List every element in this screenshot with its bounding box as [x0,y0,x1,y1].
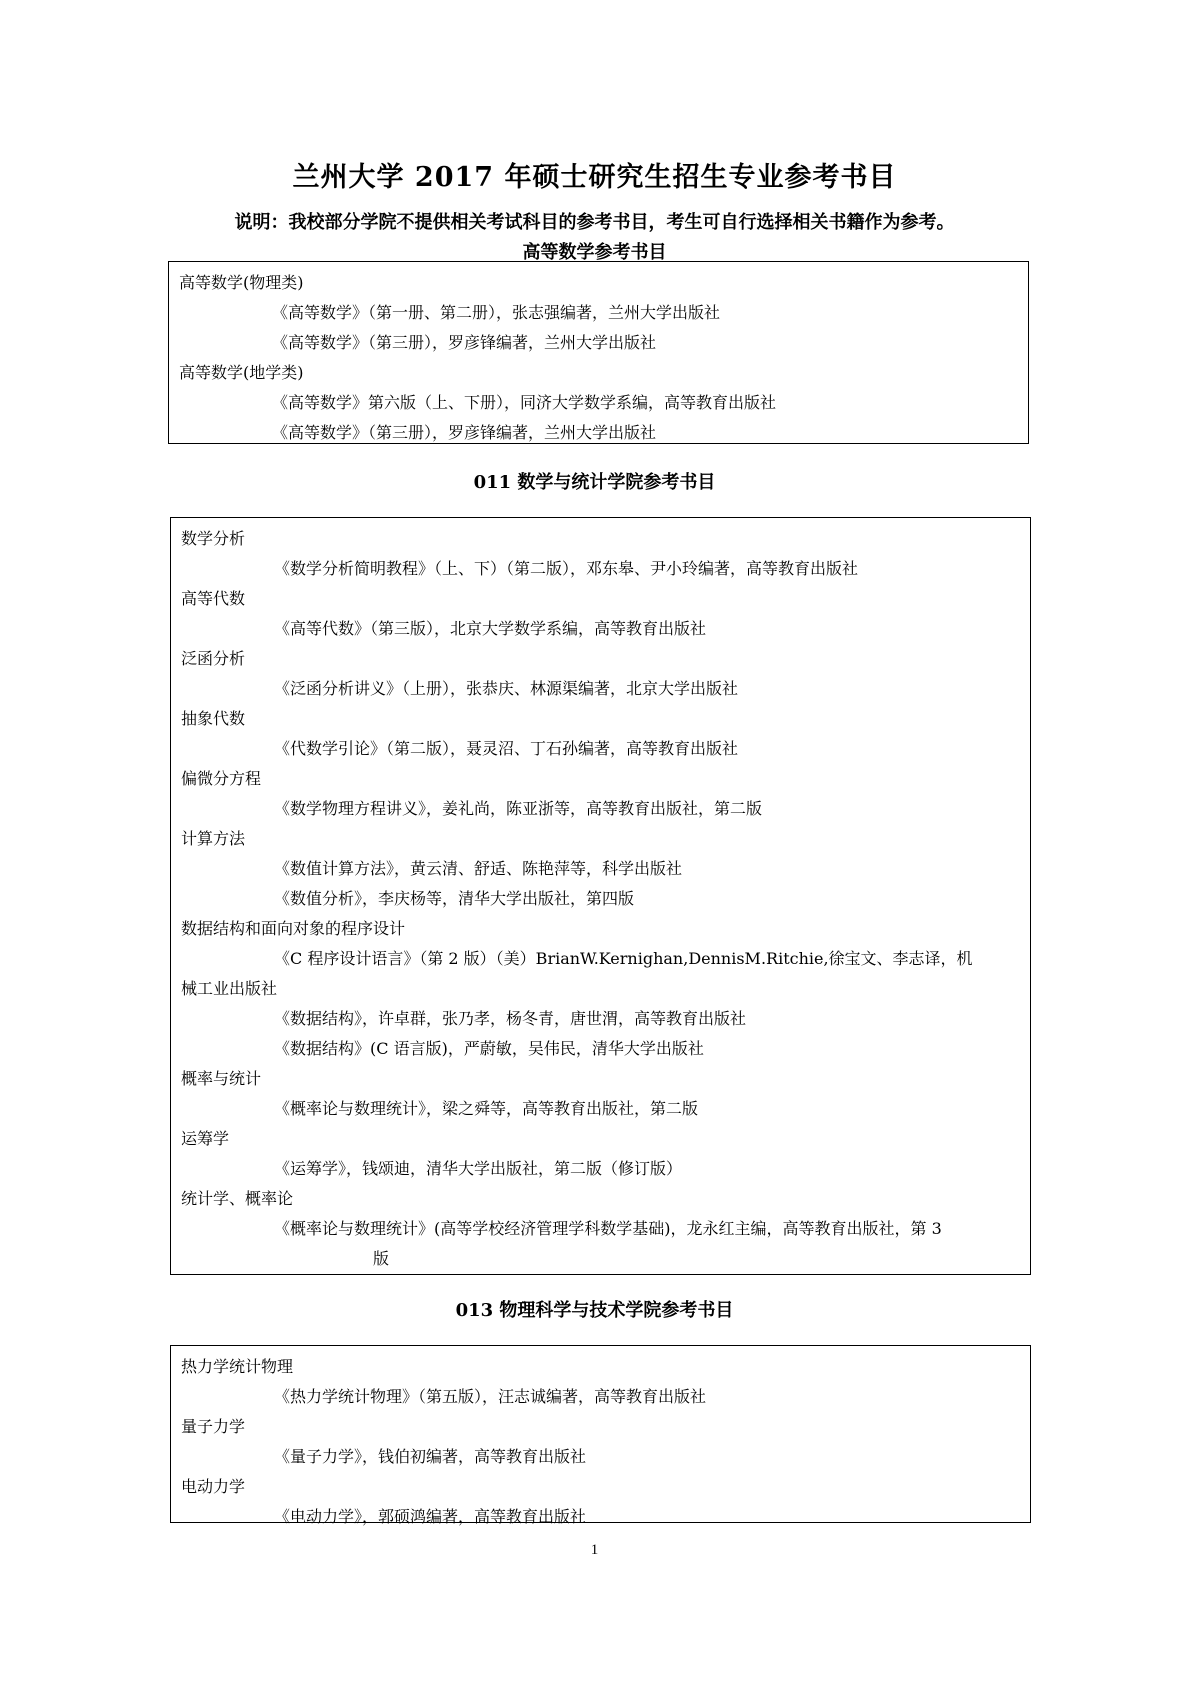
subject-line: 统计学、概率论 [181,1189,294,1208]
book-line-continuation: 版 [373,1249,390,1268]
book-line: 《量子力学》，钱伯初编著，高等教育出版社 [274,1447,587,1466]
book-line: 《电动力学》，郭硕鸿编著，高等教育出版社 [274,1507,587,1526]
book-line: 《数学物理方程讲义》，姜礼尚，陈亚浙等，高等教育出版社，第二版 [274,799,763,818]
book-line: 《高等数学》第六版（上、下册），同济大学数学系编，高等教育出版社 [272,393,777,412]
section-box-013 [170,1345,1031,1526]
book-line: 《泛函分析讲义》（上册），张恭庆、林源渠编著，北京大学出版社 [274,679,739,698]
book-line: 《C 程序设计语言》（第 2 版）（美）BrianW.Kernighan,DennisM.Ritchie,徐宝文、李志译，机 [274,949,973,968]
subject-line: 计算方法 [181,829,246,848]
book-line: 《高等数学》（第三册），罗彦锋编著，兰州大学出版社 [272,333,657,352]
subject-line: 数据结构和面向对象的程序设计 [181,919,406,938]
book-line: 《热力学统计物理》（第五版），汪志诚编著，高等教育出版社 [274,1387,707,1406]
book-line: 《数值分析》，李庆杨等，清华大学出版社，第四版 [274,889,635,908]
section-heading-013: 013 物理科学与技术学院参考书目 [455,1300,734,1321]
book-line: 《运筹学》，钱颂迪，清华大学出版社，第二版（修订版） [274,1159,683,1178]
subject-line: 抽象代数 [181,709,246,728]
section-heading-011: 011 数学与统计学院参考书目 [473,472,716,493]
subject-line: 高等数学(地学类) [179,363,304,382]
book-line: 《代数学引论》（第二版），聂灵沼、丁石孙编著，高等教育出版社 [274,739,739,758]
subject-line: 概率与统计 [181,1069,262,1088]
subject-line: 高等数学(物理类) [179,273,304,292]
book-line: 《高等数学》（第三册），罗彦锋编著，兰州大学出版社 [272,423,657,442]
subject-line: 泛函分析 [181,649,246,668]
subject-line: 电动力学 [181,1477,246,1496]
subject-line: 高等代数 [181,589,246,608]
page-number: 1 [590,1542,599,1558]
book-line: 《数学分析简明教程》（上、下）（第二版），邓东皋、尹小玲编著，高等教育出版社 [274,559,859,578]
subject-line: 量子力学 [181,1417,246,1436]
section-box-math [168,261,1029,444]
book-line: 《数据结构》(C 语言版)，严蔚敏，吴伟民，清华大学出版社 [274,1039,704,1058]
subject-line: 偏微分方程 [181,769,262,788]
book-line: 《概率论与数理统计》，梁之舜等，高等教育出版社，第二版 [274,1099,699,1118]
book-line: 《数值计算方法》，黄云清、舒适、陈艳萍等，科学出版社 [274,859,683,878]
book-line-continuation: 械工业出版社 [181,979,278,998]
section-heading-math: 高等数学参考书目 [522,242,667,263]
subject-line: 运筹学 [181,1129,230,1148]
book-line: 《高等数学》（第一册、第二册），张志强编著，兰州大学出版社 [272,303,721,322]
section-box-011 [170,517,1031,1275]
subject-line: 数学分析 [181,529,246,548]
page-title: 兰州大学 2017 年硕士研究生招生专业参考书目 [292,162,897,193]
book-line: 《高等代数》（第三版），北京大学数学系编，高等教育出版社 [274,619,707,638]
book-line: 《概率论与数理统计》(高等学校经济管理学科数学基础)，龙永红主编，高等教育出版社，第 3 [274,1219,942,1238]
subject-line: 热力学统计物理 [181,1357,294,1376]
note: 说明：我校部分学院不提供相关考试科目的参考书目，考生可自行选择相关书籍作为参考。 [234,212,955,233]
book-line: 《数据结构》，许卓群，张乃孝，杨冬青，唐世渭，高等教育出版社 [274,1009,747,1028]
